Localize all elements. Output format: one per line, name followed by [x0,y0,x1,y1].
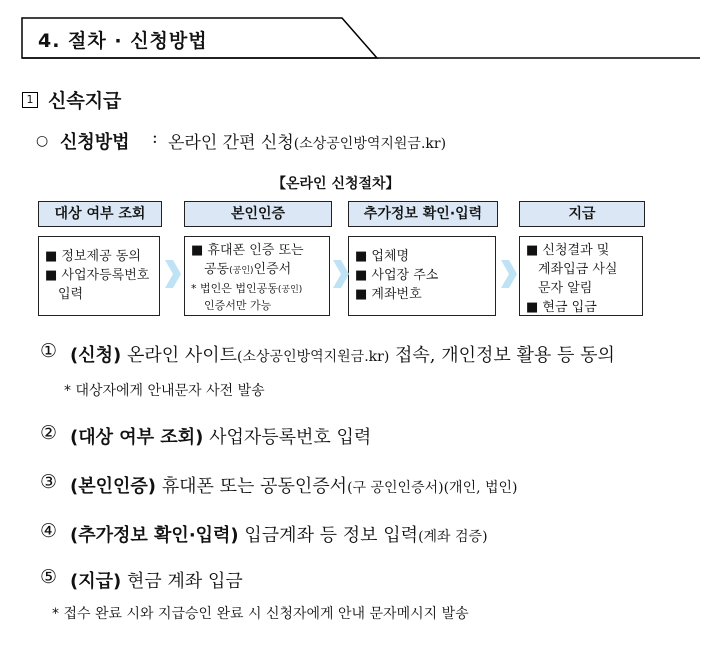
step-text: 휴대폰 또는 공동인증서 [161,476,348,497]
flow-step-note [191,281,325,298]
flow-step-line: ■ 업체명 [355,249,410,264]
circle-bullet: ○ [36,133,49,149]
flow-step-body-2 [184,236,330,316]
step-number-1: ① [40,340,58,362]
step-small: (구 공인인증서)(개인, 법인) [347,480,518,496]
flow-step-line [191,260,325,281]
step-number-4: ④ [40,520,58,542]
text-span: 인증서 [253,262,292,277]
step-number-5: ⑤ [40,566,58,588]
flow-step-body-3 [348,236,496,316]
note-final: * 접수 완료 시와 지급승인 완료 시 신청자에게 안내 문자메시지 발송 [52,606,469,622]
chevron-right-icon [163,258,183,290]
step-4 [70,521,488,547]
flow-step-line: ■ 사업자등록번호 [45,268,150,283]
step-2 [70,423,371,449]
chevron-right-icon [499,258,519,290]
step-label: (추가정보 확인·입력) [70,525,239,546]
flow-step-line: 문자 알림 [538,281,593,296]
chevron-right-icon [331,258,351,290]
step-label: (대상 여부 조회) [70,427,204,448]
step-3 [70,472,518,498]
section-header [0,0,701,70]
text-span: 공동 [204,262,230,277]
method-colon: : [152,128,158,148]
step-number-2: ② [40,422,58,444]
step-5 [70,567,243,593]
text-span-small: (공인) [229,266,254,276]
flow-step-line: ■ 사업장 주소 [355,268,439,283]
flow-step-header-2: 본인인증 [184,201,332,227]
method-label: 신청방법 [60,132,130,153]
step-1 [70,341,615,367]
step-number-3: ③ [40,471,58,493]
text-span-small: (공인) [277,285,303,295]
subsection-number-box: 1 [22,92,38,108]
flow-step-line: 계좌입금 사실 [538,262,618,277]
text-span: * 법인은 법인공동 [191,282,278,295]
section-title: 4. 절차 · 신청방법 [38,30,208,52]
step-text-rest: 접속, 개인정보 활용 등 동의 [395,345,615,366]
flow-step-line: ■ 신청결과 및 [526,243,610,258]
step-text: 온라인 사이트 [126,345,238,366]
step-label: (지급) [70,571,122,592]
flow-step-header-4: 지급 [519,201,645,227]
subsection-title: 신속지급 [48,90,122,112]
flow-step-body-4 [519,236,643,316]
step-text: 사업자등록번호 입력 [209,427,372,448]
flow-step-line: ■ 현금 입금 [526,300,597,315]
method-text [168,128,446,153]
step-text: 입금계좌 등 정보 입력 [244,525,419,546]
step-small: (계좌 검증) [418,529,488,545]
note-step-1: * 대상자에게 안내문자 사전 발송 [64,383,265,399]
flow-step-header-3: 추가정보 확인·입력 [348,201,498,227]
flow-step-header-1: 대상 여부 조회 [38,201,162,227]
method-main: 온라인 간편 신청 [168,133,294,153]
flow-step-note: 인증서만 가능 [204,299,272,312]
step-label: (신청) [70,345,122,366]
step-text: 현금 계좌 입금 [126,571,243,592]
step-label: (본인인증) [70,476,157,497]
flow-step-body-1 [38,236,160,316]
step-small: (소상공인방역지원금.kr) [237,349,390,365]
flow-step-line: 입력 [58,287,84,302]
diagram-title: 【온라인 신청절차】 [272,176,400,192]
method-site: (소상공인방역지원금.kr) [293,136,447,152]
flow-step-line: ■ 계좌번호 [355,287,422,302]
flow-step-line: ■ 정보제공 동의 [45,249,141,264]
flow-step-line: ■ 휴대폰 인증 또는 [191,243,304,258]
